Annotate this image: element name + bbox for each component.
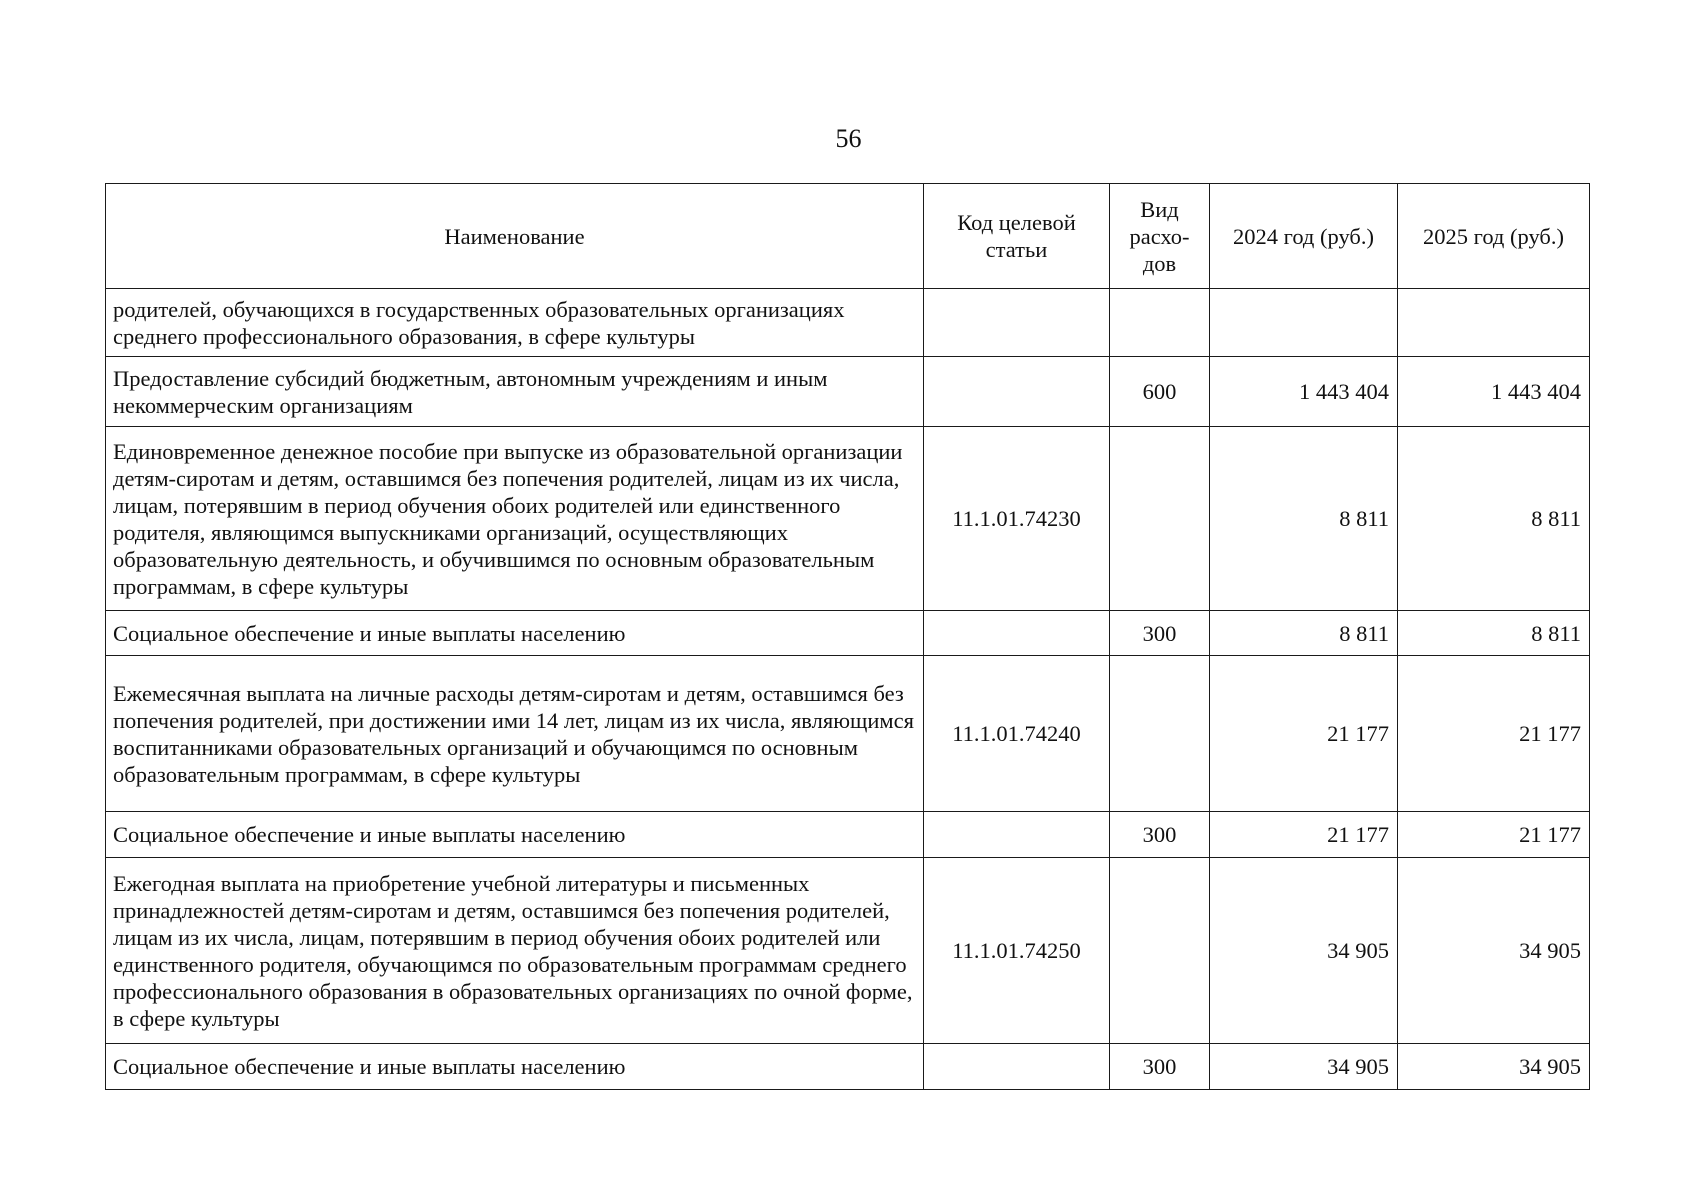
- row-kind: [1110, 289, 1210, 357]
- row-name: Социальное обеспечение и иные выплаты населению: [106, 812, 924, 858]
- row-name: Социальное обеспечение и иные выплаты населению: [106, 1044, 924, 1090]
- table-row: [106, 611, 1590, 656]
- row-2024: 8 811: [1210, 611, 1398, 656]
- row-code: 11.1.01.74230: [924, 427, 1110, 611]
- row-kind: 300: [1110, 1044, 1210, 1090]
- row-2024: 34 905: [1210, 1044, 1398, 1090]
- row-name: Ежегодная выплата на приобретение учебной литературы и письменных принадлежностей детям-сиротам и детям, оставшимся без попечения родителей, лицам из их числа, лицам, потерявшим в период обучения обоих родителей или единственного родителя, обучающимся по образовательным программам среднего профессионального образования в образовательных организациях по очной форме, в сфере культуры: [106, 858, 924, 1044]
- row-code: [924, 1044, 1110, 1090]
- row-2025: 8 811: [1398, 611, 1590, 656]
- row-2025: 21 177: [1398, 656, 1590, 812]
- table-row: [106, 357, 1590, 427]
- row-code: [924, 289, 1110, 357]
- row-2024: 34 905: [1210, 858, 1398, 1044]
- row-kind: [1110, 858, 1210, 1044]
- row-2024: 1 443 404: [1210, 357, 1398, 427]
- row-2024: 8 811: [1210, 427, 1398, 611]
- header-code: Код целевой статьи: [924, 184, 1110, 289]
- header-year-2024: 2024 год (руб.): [1210, 184, 1398, 289]
- row-2025: 21 177: [1398, 812, 1590, 858]
- row-kind: 300: [1110, 812, 1210, 858]
- header-row: [106, 184, 1590, 289]
- table-row: [106, 812, 1590, 858]
- row-kind: 600: [1110, 357, 1210, 427]
- table-row: [106, 427, 1590, 611]
- row-2025: 8 811: [1398, 427, 1590, 611]
- table-row: [106, 1044, 1590, 1090]
- row-2025: 34 905: [1398, 858, 1590, 1044]
- table-row: [106, 289, 1590, 357]
- table-header: [106, 184, 1590, 289]
- table-body: [106, 289, 1590, 1090]
- row-name: Ежемесячная выплата на личные расходы детям-сиротам и детям, оставшимся без попечения родителей, при достижении ими 14 лет, лицам из их числа, являющимся воспитанниками образовательных организаций и обучающимся по основным образовательным программам, в сфере культуры: [106, 656, 924, 812]
- row-2024: [1210, 289, 1398, 357]
- row-2024: 21 177: [1210, 812, 1398, 858]
- row-name: Единовременное денежное пособие при выпуске из образовательной организации детям-сиротам и детям, оставшимся без попечения родителей, лицам из их числа, лицам, потерявшим в период обучения обоих родителей или единственного родителя, являющимся выпускниками организаций, осуществляющих образовательную деятельность, и обучившимся по основным образовательным программам, в сфере культуры: [106, 427, 924, 611]
- row-2025: [1398, 289, 1590, 357]
- row-name: родителей, обучающихся в государственных образовательных организациях среднего профессионального образования, в сфере культуры: [106, 289, 924, 357]
- header-year-2025: 2025 год (руб.): [1398, 184, 1590, 289]
- row-code: [924, 812, 1110, 858]
- row-name: Предоставление субсидий бюджетным, автономным учреждениям и иным некоммерческим организациям: [106, 357, 924, 427]
- row-code: [924, 611, 1110, 656]
- row-code: 11.1.01.74240: [924, 656, 1110, 812]
- row-kind: 300: [1110, 611, 1210, 656]
- row-code: [924, 357, 1110, 427]
- row-name: Социальное обеспечение и иные выплаты населению: [106, 611, 924, 656]
- table-row: [106, 656, 1590, 812]
- header-name: Наименование: [106, 184, 924, 289]
- row-kind: [1110, 427, 1210, 611]
- row-kind: [1110, 656, 1210, 812]
- table-row: [106, 858, 1590, 1044]
- row-2025: 34 905: [1398, 1044, 1590, 1090]
- row-2024: 21 177: [1210, 656, 1398, 812]
- page-number: 56: [835, 124, 862, 153]
- row-2025: 1 443 404: [1398, 357, 1590, 427]
- budget-table: [105, 183, 1590, 1090]
- header-kind: Вид расхо-дов: [1110, 184, 1210, 289]
- row-code: 11.1.01.74250: [924, 858, 1110, 1044]
